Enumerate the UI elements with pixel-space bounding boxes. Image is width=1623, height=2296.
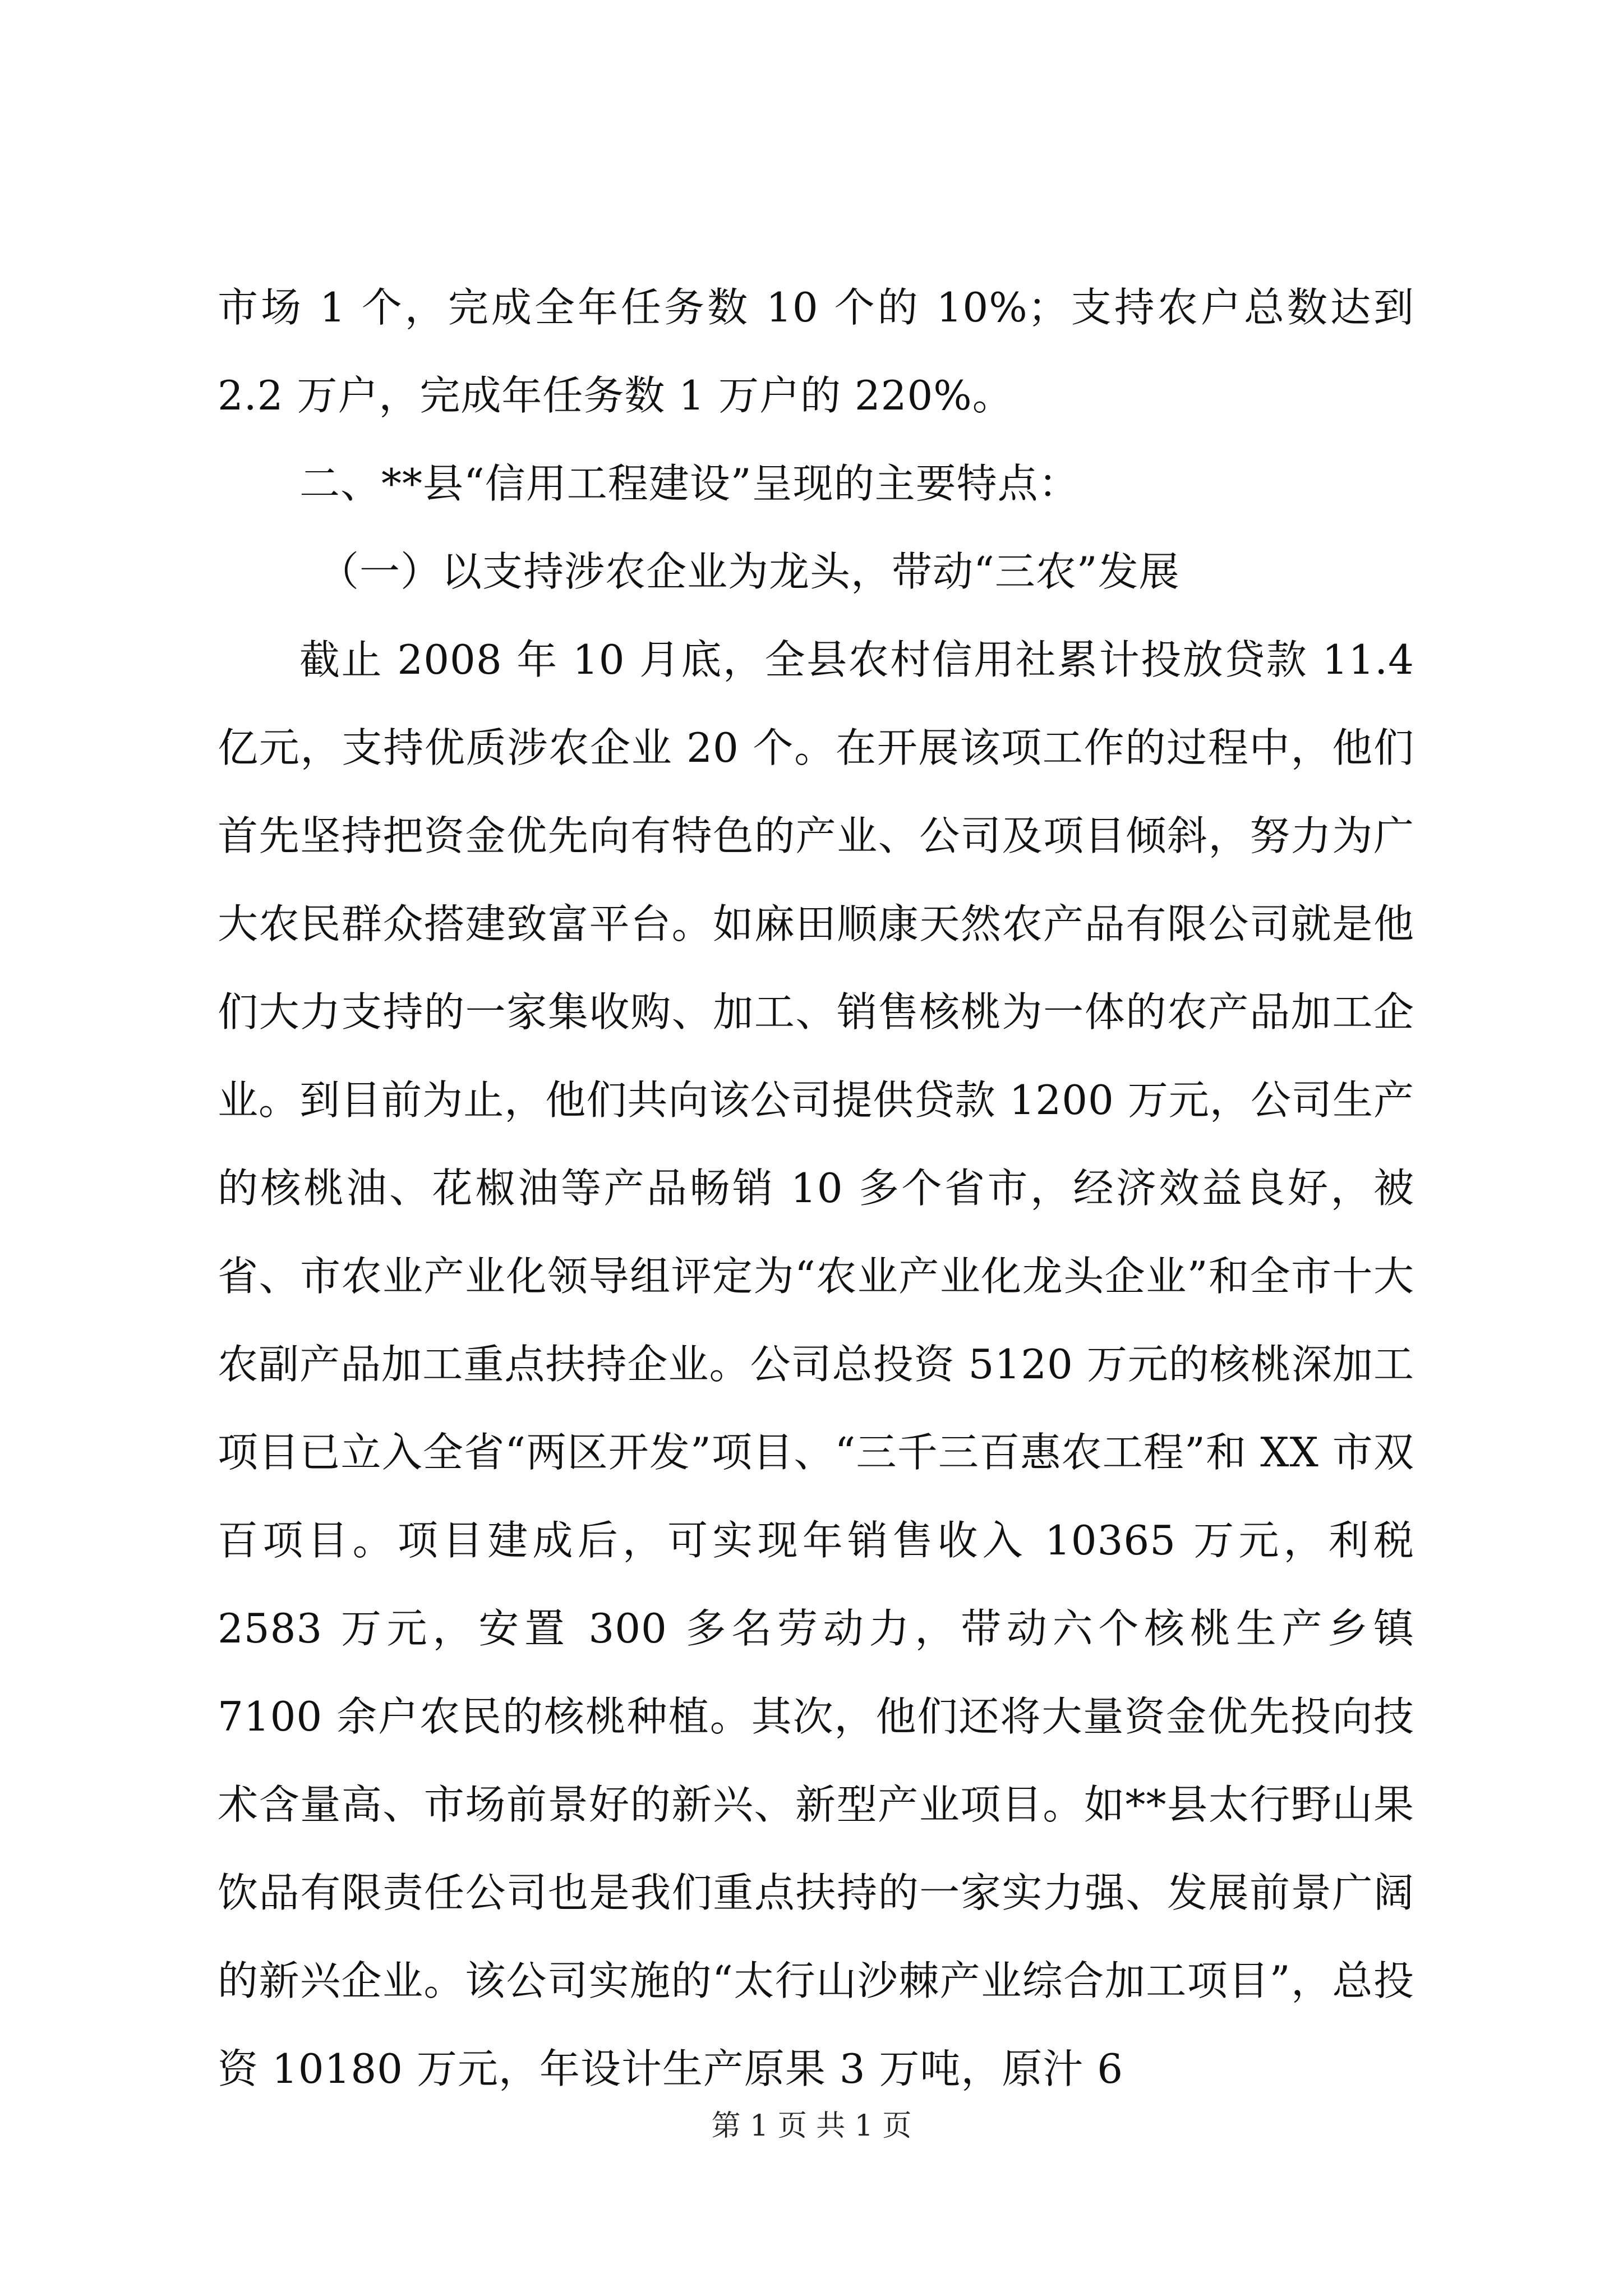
subsection-heading: （一）以支持涉农企业为龙头，带动“三农”发展 <box>319 548 1180 595</box>
paragraph-body: 截止 2008 年 10 月底，全县农村信用社累计投放贷款 11.4 亿元，支持优质涉农企业 20 个。在开展该项工作的过程中，他们首先坚持把资金优先向有特色的产业、公司及项目倾斜，努力为广大农民群众搭建致富平台。如麻田顺康天然农产品有限公司就是他们大力支持的一家集收购、加工、销售核桃为一体的农产品加工企业。到目前为止，他们共向该公司提供贷款 1200 万元，公司生产的核桃油、花椒油等产品畅销 10 多个省市，经济效益良好，被省、市农业产业化领导组评定为“农业产业化龙头企业”和全市十大农副产品加工重点扶持企业。公司总投资 5120 万元的核桃深加工项目已立入全省“两区开发”项目、“三千三百惠农工程”和 XX 市双百项目。项目建成后，可实现年销售收入 10365 万元，利税 2583 万元，安置 300 多名劳动力，带动六个核桃生产乡镇 7100 余户农民的核桃种植。其次，他们还将大量资金优先投向技术含量高、市场前景好的新兴、新型产业项目。如**县太行野山果饮品有限责任公司也是我们重点扶持的一家实力强、发展前景广阔的新兴企业。该公司实施的“太行山沙棘产业综合加工项目”，总投资 10180 万元，年设计生产原果 3 万吨，原汁 6 <box>218 636 1414 2092</box>
document-body <box>218 264 1414 2113</box>
paragraph-continuation: 市场 1 个，完成全年任务数 10 个的 10%；支持农户总数达到 2.2 万户，完成年任务数 1 万户的 220%。 <box>218 284 1414 419</box>
section-heading: 二、**县“信用工程建设”呈现的主要特点： <box>299 460 1080 507</box>
page-footer: 第 1 页 共 1 页 <box>711 2109 912 2143</box>
